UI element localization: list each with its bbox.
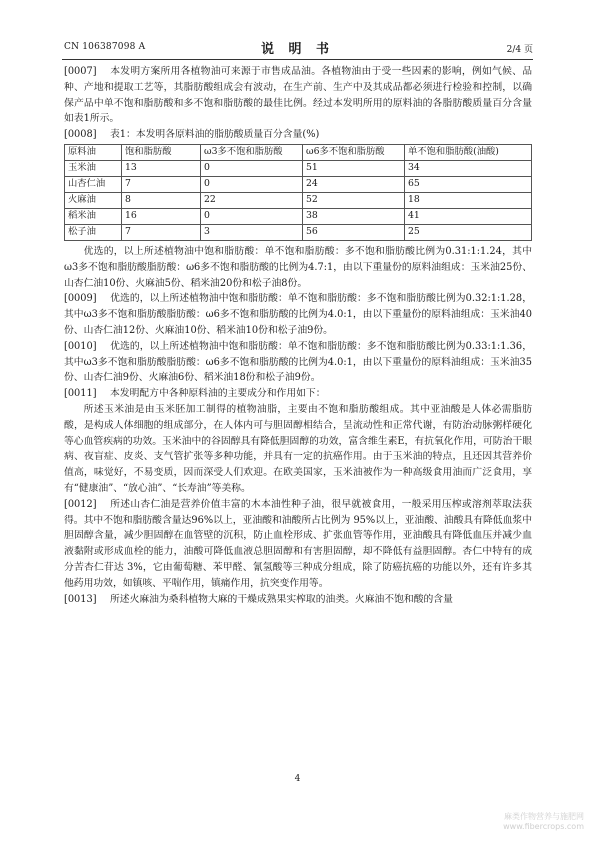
watermark-url: www.fibercrops.com xyxy=(503,822,584,831)
paragraph-text: 本发明方案所用各植物油可来源于市售成品油。各植物油由于受一些因素的影响，例如气候、品种、产地和提取工艺等，其脂肪酸组成会有波动，在生产前、生产中及其成品都必须进行检验和控制，以确保产品中单不饱和脂肪酸和多不饱和脂肪酸的最佳比例。经过本发明所用的原料油的各脂肪酸质量百分含量如表1所示。 xyxy=(64,66,532,125)
paragraph-text: 本发明配方中各种原料油的主要成分和作用如下： xyxy=(110,388,326,400)
table-cell: 3 xyxy=(201,224,303,240)
table-caption: 表1：本发明各原料油的脂肪酸质量百分含量(%) xyxy=(110,129,320,141)
table-row xyxy=(65,224,532,240)
paragraph-corn-oil: 所述玉米油是由玉米胚加工制得的植物油脂，主要由不饱和脂肪酸组成。其中亚油酸是人体必需脂肪酸，是构成人体细胞的组成部分，在人体内可与胆固醇相结合，呈流动性和正常代谢，有防治动脉粥样硬化等心血管疾病的功效。玉米油中的谷固醇具有降低胆固醇的功效，富含维生素E，有抗氧化作用，可防治干眼病、夜盲症、皮炎、支气管扩张等多种功能，并具有一定的抗癌作用。由于玉米油的特点，且还因其营养价值高，味觉好，不易变质，因而深受人们欢迎。在欧美国家，玉米油被作为一种高级食用油而广泛食用，享有“健康油”、“放心油”、“长寿油”等美称。 xyxy=(64,403,532,494)
paragraph-number: [0009] xyxy=(64,293,97,305)
table-header-cell: 饱和脂肪酸 xyxy=(122,144,201,160)
watermark-site-name: 麻类作物营养与施肥网 xyxy=(504,812,584,821)
header-divider xyxy=(62,59,533,60)
paragraph-number: [0013] xyxy=(64,593,97,605)
table-cell: 玉米油 xyxy=(65,160,122,176)
table-cell: 0 xyxy=(201,176,303,192)
table-cell: 34 xyxy=(405,160,532,176)
paragraph-preferred-1: 优选的，以上所述植物油中饱和脂肪酸：单不饱和脂肪酸：多不饱和脂肪酸比例为0.31:1:1.24，其中ω3多不饱和脂肪酸脂肪酸：ω6多不饱和脂肪酸的比例为4.7:1，由以下重量份的原料油组成：玉米油25份、山杏仁油10份、火麻油5份、稻米油20份和松子油8份。 xyxy=(64,245,532,289)
page-count: 2/4 页 xyxy=(506,45,533,55)
table-row xyxy=(65,160,532,176)
paragraph-number: [0007] xyxy=(64,66,97,77)
paragraph-0012 xyxy=(64,497,532,592)
table-header-cell: 单不饱和脂肪酸(油酸) xyxy=(405,144,532,160)
table-cell: 52 xyxy=(303,192,405,208)
paragraph-number: [0011] xyxy=(64,388,97,400)
patent-number: CN 106387098 A xyxy=(64,42,146,52)
table-row xyxy=(65,192,532,208)
table-header-cell: 原料油 xyxy=(65,144,122,160)
table-cell: 22 xyxy=(201,192,303,208)
watermark xyxy=(474,812,584,832)
table-cell: 0 xyxy=(201,160,303,176)
table-cell: 18 xyxy=(405,192,532,208)
paragraph-0007 xyxy=(64,64,532,127)
paragraph-0009 xyxy=(64,291,532,338)
table-cell: 65 xyxy=(405,176,532,192)
table-cell: 山杏仁油 xyxy=(65,176,122,192)
table-header-row xyxy=(65,144,532,160)
table-cell: 7 xyxy=(122,224,201,240)
page-header xyxy=(0,38,595,58)
table-row xyxy=(65,208,532,224)
table-cell: 13 xyxy=(122,160,201,176)
table-cell: 8 xyxy=(122,192,201,208)
table-header-cell: ω6多不饱和脂肪酸 xyxy=(303,144,405,160)
paragraph-0010 xyxy=(64,339,532,386)
table-cell: 0 xyxy=(201,208,303,224)
paragraph-text: 所述山杏仁油是营养价值丰富的木本油性种子油，很早就被食用，一般采用压榨或溶剂萃取法获得。其中不饱和脂肪酸含量达96%以上，亚油酸和油酸所占比例为 95%以上，亚油酸、油酸具有降低血浆中胆固醇含量，减少胆固醇在血管壁的沉积，防止血栓形成、扩张血管等作用，亚油酸具有降低血压并减少血液黏附或形成血栓的能力，油酸可降低血液总胆固醇和有害胆固醇，却不降低有益胆固醇。杏仁中特有的成分苦杏仁苷达 3%，它由葡萄糖、苯甲醛、氰氢酸等三种成分组成，除了防癌抗癌的功能以外，还有许多其他药用功效，如镇咳、平喘作用，镇痛作用，抗突变作用等。 xyxy=(64,498,532,589)
paragraph-number: [0012] xyxy=(64,498,97,510)
table-cell: 56 xyxy=(303,224,405,240)
paragraph-text: 所述火麻油为桑科植物大麻的干燥成熟果实榨取的油类。火麻油不饱和酸的含量 xyxy=(110,593,453,605)
paragraph-0013 xyxy=(64,592,532,608)
table-cell: 24 xyxy=(303,176,405,192)
table-cell: 25 xyxy=(405,224,532,240)
paragraph-number: [0010] xyxy=(64,340,97,352)
table-cell: 松子油 xyxy=(65,224,122,240)
table-header-cell: ω3多不饱和脂肪酸 xyxy=(201,144,303,160)
paragraph-text: 优选的，以上所述植物油中饱和脂肪酸：单不饱和脂肪酸：多不饱和脂肪酸比例为0.32:1:1.28，其中ω3多不饱和脂肪酸脂肪酸：ω6多不饱和脂肪酸的比例为4.0:1，由以下重量份的原料油组成：玉米油40份、山杏仁油12份、火麻油10份、稻米油10份和松子油9份。 xyxy=(64,293,532,336)
paragraph-0011 xyxy=(64,386,532,402)
table-cell: 火麻油 xyxy=(65,192,122,208)
document-body xyxy=(64,64,532,607)
paragraph-text: 优选的，以上所述植物油中饱和脂肪酸：单不饱和脂肪酸：多不饱和脂肪酸比例为0.33:1:1.36，其中ω3多不饱和脂肪酸脂肪酸：ω6多不饱和脂肪酸的比例为4.0:1，由以下重量份的原料油组成：玉米油35份、山杏仁油9份、火麻油6份、稻米油18份和松子油9份。 xyxy=(64,340,532,384)
page-number: 4 xyxy=(294,774,301,784)
fatty-acid-table xyxy=(64,144,532,241)
table-cell: 稻米油 xyxy=(65,208,122,224)
table-caption-row xyxy=(64,127,532,143)
table-cell: 16 xyxy=(122,208,201,224)
table-cell: 51 xyxy=(303,160,405,176)
table-row xyxy=(65,176,532,192)
document-title: 说 明 书 xyxy=(260,42,335,57)
table-cell: 38 xyxy=(303,208,405,224)
paragraph-number: [0008] xyxy=(64,129,97,141)
table-cell: 7 xyxy=(122,176,201,192)
table-cell: 41 xyxy=(405,208,532,224)
